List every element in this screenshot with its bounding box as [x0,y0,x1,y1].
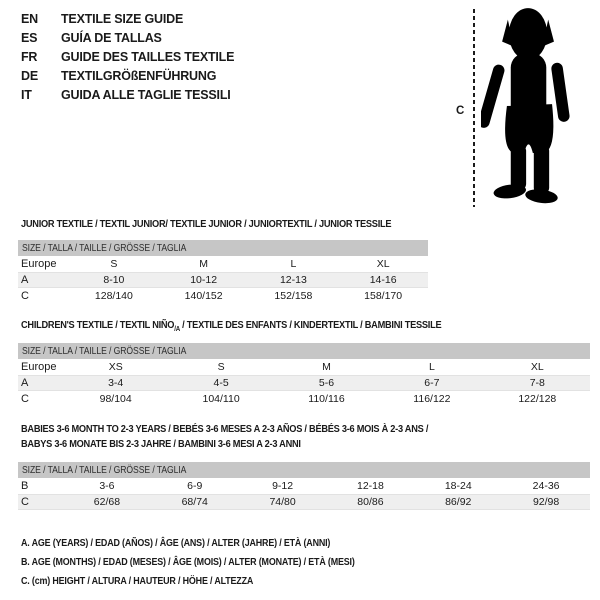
size-cell: M [322,361,331,373]
height-cell: 104/110 [202,393,240,405]
height-cell: 92/98 [532,496,560,508]
guide-title: TEXTILE SIZE GUIDE [61,11,184,26]
children-size-table [18,343,590,407]
age-cell: 6-9 [187,480,203,492]
row-label: C [21,290,29,302]
size-header-bar: SIZE / TALLA / TAILLE / GRÖSSE / TAGLIA [18,343,590,359]
row-label: B [21,480,29,492]
size-header-bar: SIZE / TALLA / TAILLE / GRÖSSE / TAGLIA [18,462,590,478]
row-label: Europe [21,361,57,373]
age-cell: 12-13 [279,274,307,286]
row-label: A [21,274,29,286]
size-cell: L [290,258,297,270]
row-label: C [21,393,29,405]
height-cell: 74/80 [269,496,296,508]
babies-table-title: BABIES 3-6 MONTH TO 2-3 YEARS / BEBÉS 3-6 MESES A 2-3 AÑOS / BÉBÉS 3-6 MOIS À 2-3 ANS / BABYS 3-6 MONATE BIS 2-3 JAHRE / BAMBINI 3-6 MESI A 2-3 ANNI [21,423,429,450]
toddler-silhouette-icon [481,5,577,207]
language-row-fr [21,47,234,66]
height-cell: 122/128 [518,393,557,405]
age-cell: 24-36 [532,480,560,492]
size-cell: XL [530,361,544,373]
height-cell: 140/152 [184,290,223,302]
row-label: A [21,377,29,389]
age-cell: 3-4 [108,377,124,389]
size-cell: S [217,361,225,373]
guide-title: TEXTILGRÖßENFÜHRUNG [61,69,217,84]
junior-table-title: JUNIOR TEXTILE / TEXTIL JUNIOR/ TEXTILE JUNIOR / JUNIORTEXTIL / JUNIOR TESSILE [21,218,392,230]
height-cell: 152/158 [274,290,313,302]
row-label: C [21,496,29,508]
legend [21,534,414,591]
table-row-height [18,288,428,304]
legend-line-height: C. (cm) HEIGHT / ALTURA / HAUTEUR / HÖHE / ALTEZZA [21,575,254,587]
age-cell: 14-16 [369,274,397,286]
language-row-de [21,67,234,86]
language-title-list [21,9,234,105]
height-cell: 158/170 [364,290,403,302]
babies-size-table [18,462,590,510]
age-cell: 4-5 [213,377,229,389]
children-table-title: CHILDREN'S TEXTILE / TEXTIL $NIÑO_{/A}$ / TEXTILE DES ENFANTS / KINDERTEXTIL / BAMBINI TESSILE [21,319,442,334]
language-code: IT [21,88,32,103]
height-cell: 128/140 [94,290,133,302]
guide-title: GUIDE DES TAILLES TEXTILE [61,49,235,64]
age-cell: 12-18 [356,480,384,492]
age-cell: 8-10 [103,274,125,286]
table-row-age [18,375,590,391]
size-cell: M [199,258,208,270]
language-code: DE [21,69,38,84]
junior-size-table [18,240,428,304]
height-cell: 62/68 [93,496,121,508]
height-cell: 86/92 [445,496,472,508]
table-row-age [18,272,428,288]
size-cell: S [110,258,118,270]
size-cell: XL [376,258,390,270]
height-cell: 98/104 [99,393,132,405]
age-cell: 10-12 [190,274,218,286]
age-cell: 7-8 [529,377,545,389]
legend-line-age-years: A. AGE (YEARS) / EDAD (AÑOS) / ÂGE (ANS) / ALTER (JAHRE) / ETÀ (ANNI) [21,537,331,549]
height-cell: 80/86 [357,496,384,508]
size-cell: XS [108,361,123,373]
height-cell: 110/116 [308,393,345,405]
height-cell: 116/122 [413,393,451,405]
guide-title: GUÍA DE TALLAS [61,30,162,45]
table-row-age-months [18,478,590,494]
age-cell: 9-12 [272,480,294,492]
language-code: ES [21,30,38,45]
language-row-es [21,28,234,47]
guide-title: GUIDA ALLE TAGLIE TESSILI [61,88,231,103]
height-measure-dashed-line [473,9,475,207]
language-code: EN [21,11,38,26]
table-row-europe [18,359,590,375]
table-row-europe [18,256,428,272]
height-measure-label: C [456,105,465,117]
age-cell: 5-6 [318,377,335,389]
age-cell: 3-6 [99,480,115,492]
height-cell: 68/74 [181,496,208,508]
size-cell: L [428,361,435,373]
language-row-it [21,86,234,105]
legend-line-age-months: B. AGE (MONTHS) / EDAD (MESES) / ÂGE (MOIS) / ALTER (MONATE) / ETÀ (MESI) [21,556,355,568]
table-row-height [18,391,590,407]
table-row-height [18,494,590,510]
age-cell: 6-7 [424,377,440,389]
language-row-en [21,9,234,28]
language-code: FR [21,49,38,64]
age-cell: 18-24 [444,480,472,492]
row-label: Europe [21,258,57,270]
size-header-bar: SIZE / TALLA / TAILLE / GRÖSSE / TAGLIA [18,240,428,256]
